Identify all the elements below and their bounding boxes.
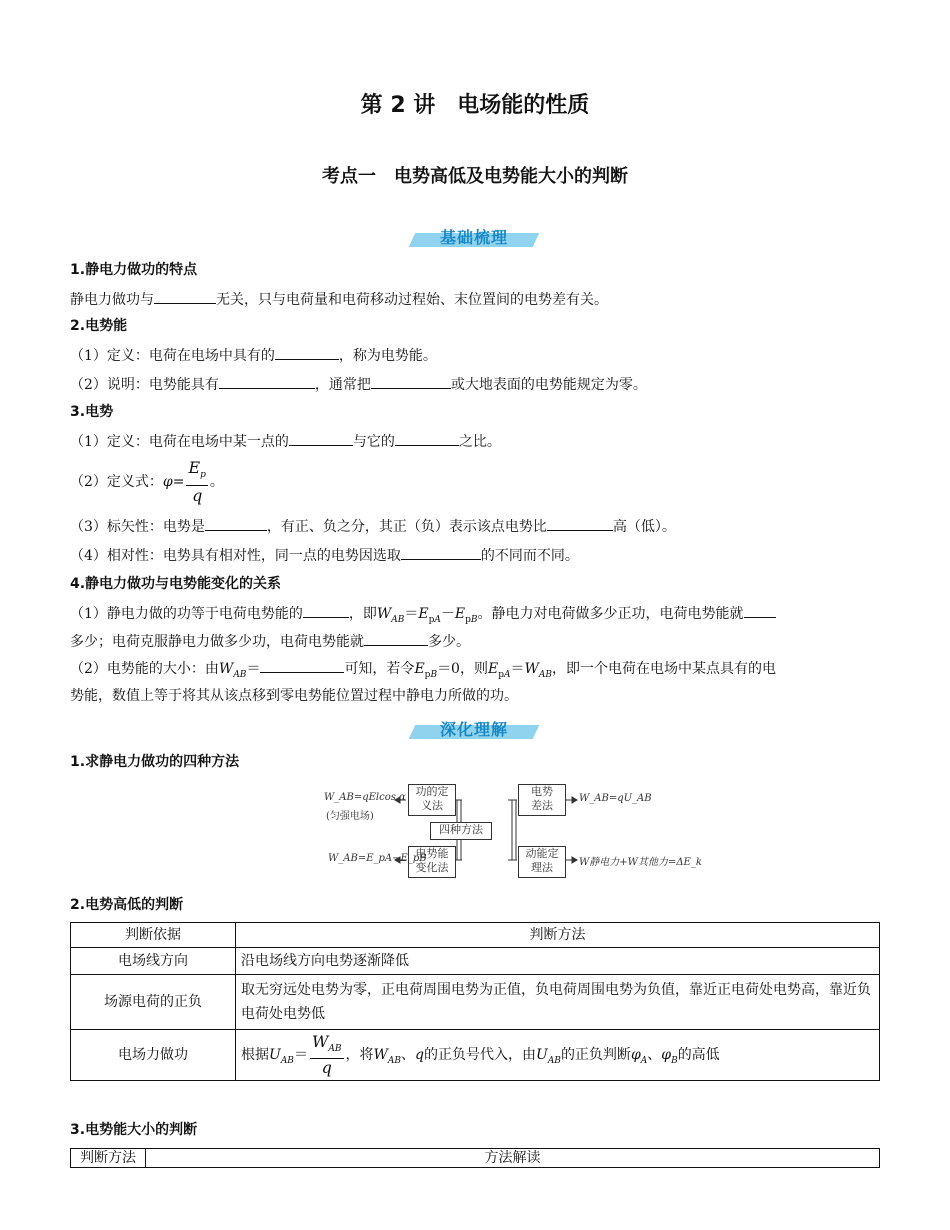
fill-blank [395, 431, 459, 446]
box-potential-energy-method: 电势能 变化法 [408, 846, 456, 878]
table-header-cell: 方法解读 [146, 1149, 880, 1168]
heading-1: 1.静电力做功的特点 [70, 262, 198, 278]
box-four-methods: 四种方法 [430, 822, 492, 840]
fill-blank [154, 289, 216, 304]
fill-blank [364, 631, 428, 646]
table-header-row [71, 1149, 880, 1168]
formula-potential-difference: W_AB=qU_AB [579, 793, 652, 804]
paragraph: 静电力做功与 无关，只与电荷量和电荷移动过程始、末位置间的电势差有关。 [70, 289, 880, 310]
table-cell: 根据$U_{AB}=$ $\frac{W_{AB}}{q}$ ，将$W_{AB}$、q的正负号代入，由$U_{AB}$的正负判断$\varphi_A$、$\varphi_B$的高低 [236, 1030, 880, 1081]
formula-kinetic-energy: W静电力+W其他力=ΔE_k [579, 857, 702, 868]
formula-work-energy: $W_{AB}=E_{pA}-E_{pB}$ [376, 606, 478, 625]
energy-judgment-table [70, 1148, 880, 1168]
banner-basics: 基础梳理 [412, 227, 536, 251]
section-title: 考点一 电势高低及电势能大小的判断 [322, 166, 628, 187]
paragraph: （1）定义：电荷在电场中具有的 ，称为电势能。 [70, 345, 880, 366]
table-cell: 沿电场线方向电势逐渐降低 [236, 948, 880, 975]
table-row [71, 948, 880, 975]
paragraph: （1）静电力做的功等于电荷电势能的 ，即$W_{AB}=E_{pA}-E_{pB}$。静电力对电荷做多少正功，电荷电势能就 [70, 603, 880, 630]
heading-2: 2.电势能 [70, 318, 128, 334]
table-cell: 场源电荷的正负 [71, 975, 236, 1030]
paragraph: 势能，数值上等于将其从该点移到零电势能位置过程中静电力所做的功。 [70, 688, 518, 704]
table-row [71, 1030, 880, 1081]
fraction: $\frac{W_{AB}}{q}$ [311, 1032, 342, 1078]
fill-blank [371, 374, 451, 389]
table-cell: 电场力做功 [71, 1030, 236, 1081]
four-methods-diagram [320, 780, 702, 884]
heading-3: 3.电势 [70, 404, 114, 420]
paragraph: （2）电势能的大小：由$W_{AB}=$ 可知，若令$E_{pB}=0$，则$E_{pA}=W_{AB}$，即一个电荷在电场中某点具有的电 [70, 658, 880, 685]
box-potential-difference-method: 电势 差法 [518, 784, 566, 816]
formula-definition: W_AB=qElcos α [324, 792, 406, 803]
fill-blank [260, 658, 344, 673]
table-cell: 取无穷远处电势为零，正电荷周围电势为正值，负电荷周围电势为负值，靠近正电荷处电势高，靠近负电荷处电势低 [236, 975, 880, 1030]
heading-4: 4.静电力做功与电势能变化的关系 [70, 576, 282, 592]
paragraph-formula: （2）定义式：φ= $\frac{E_p}{q}$ 。 [70, 458, 224, 506]
potential-judgment-table [70, 922, 880, 1081]
fill-blank [205, 516, 267, 531]
fraction: $\frac{E_p}{q}$ [188, 458, 206, 506]
paragraph: （3）标矢性：电势是 ，有正、负之分，其正（负）表示该点电势比 高（低）。 [70, 516, 880, 537]
fill-blank [303, 603, 349, 618]
table-row [71, 975, 880, 1030]
paragraph: 多少；电荷克服静电力做多少功，电荷电势能就 多少。 [70, 631, 880, 652]
heading-d2: 2.电势高低的判断 [70, 897, 184, 913]
banner-deepen: 深化理解 [412, 719, 536, 743]
fill-blank [275, 345, 339, 360]
paragraph: （4）相对性：电势具有相对性，同一点的电势因选取 的不同而不同。 [70, 545, 880, 566]
paragraph: （1）定义：电荷在电场中某一点的 与它的 之比。 [70, 431, 880, 452]
heading-d1: 1.求静电力做功的四种方法 [70, 754, 240, 770]
table-header-cell: 判断依据 [71, 923, 236, 948]
fill-blank [289, 431, 353, 446]
fill-blank [219, 374, 315, 389]
fill-blank [547, 516, 613, 531]
lesson-title: 第 2 讲 电场能的性质 [360, 93, 590, 118]
formula-potential-energy: W_AB=E_pA−E_pB [328, 853, 427, 864]
box-kinetic-energy-theorem: 动能定 理法 [518, 846, 566, 878]
fill-blank [401, 545, 481, 560]
formula-note: (匀强电场) [326, 811, 374, 822]
table-header-cell: 判断方法 [236, 923, 880, 948]
heading-d3: 3.电势能大小的判断 [70, 1122, 198, 1138]
fill-blank [744, 603, 776, 618]
table-header-cell: 判断方法 [71, 1149, 146, 1168]
table-header-row [71, 923, 880, 948]
paragraph: （2）说明：电势能具有 ，通常把 或大地表面的电势能规定为零。 [70, 374, 880, 395]
box-definition-method: 功的定 义法 [408, 784, 456, 816]
table-cell: 电场线方向 [71, 948, 236, 975]
